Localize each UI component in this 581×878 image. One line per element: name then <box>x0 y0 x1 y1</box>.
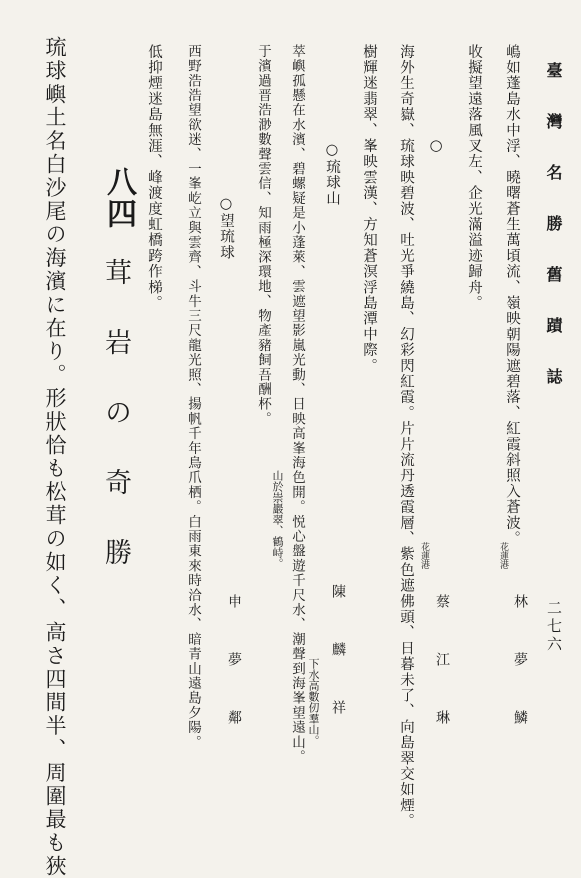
poem-note: 下水高數仞羣山。 <box>307 658 320 746</box>
poem-line: 樹輝迷翡翠、峯映雲漢、方知蒼溟浮島潭中際。 <box>361 44 377 374</box>
poem-author: 申 夢 鄰 <box>226 594 242 738</box>
poem-line: 嶋如蓬島水中浮、曉曙蒼生萬頃流、嶺映朝陽遮碧落、紅霞斜照入蒼波。 <box>504 44 520 547</box>
poem-heading: ○望琉球 <box>218 196 234 261</box>
running-title: 臺 灣 名 勝 舊 蹟 誌 <box>544 62 563 392</box>
poem-note: 山於崇巖翠、鶴峙。 <box>271 470 284 569</box>
page-number: 二七六 <box>545 600 563 654</box>
poem-heading: ○琉球山 <box>324 142 340 207</box>
author-note: 花蓮港 <box>498 542 508 569</box>
poem-line: 收擬望遠落風叉左、企光滿溢迹歸舟。 <box>466 44 482 311</box>
poem-line: 西野浩浩望欲迷、一峯屹立與雲齊、斗牛三尺龍光照、揚帆千年鳥爪栖。白雨東來時洽水、暗青山遠島夕陽。 <box>185 44 201 750</box>
poem-heading: ○ <box>427 136 445 154</box>
poem-line: 海外生奇嶽、琉球映碧波、吐光爭繞島、幻彩閃紅霞。片片流丹透霞層、紫色遮佛頭、日暮未了、向島翠交如煙。 <box>398 44 414 829</box>
poem-author: 蔡 江 琳 <box>434 594 450 738</box>
poem-line: 低抑煙迷島無涯、峰渡度虹橋跨作梯。 <box>146 44 162 311</box>
poem-author: 陳 麟 祥 <box>330 584 346 728</box>
section-title: 茸 岩 の 奇 勝 <box>100 258 131 571</box>
poem-author: 林 夢 鱗 <box>512 594 528 738</box>
author-note: 花蓮港 <box>419 542 429 569</box>
section-number: 八四 <box>101 166 136 230</box>
poem-line: 萃嶼孤懸在水濱、碧螺疑是小蓬萊、雲遮望影嵐光動、日映高峯海色開。悦心盤遊千尺水、潮聲到海峯望遠山。 <box>289 44 305 765</box>
poem-line: 于濱過晋浩渺數聲雲信、知雨極深環地、物產豬飼吾酬杯。 <box>255 44 271 427</box>
body-text: 琉球嶼土名白沙尾の海濱に在り。形狀恰も松茸の如く、高さ四間半、周圍最も狹 <box>43 36 67 878</box>
